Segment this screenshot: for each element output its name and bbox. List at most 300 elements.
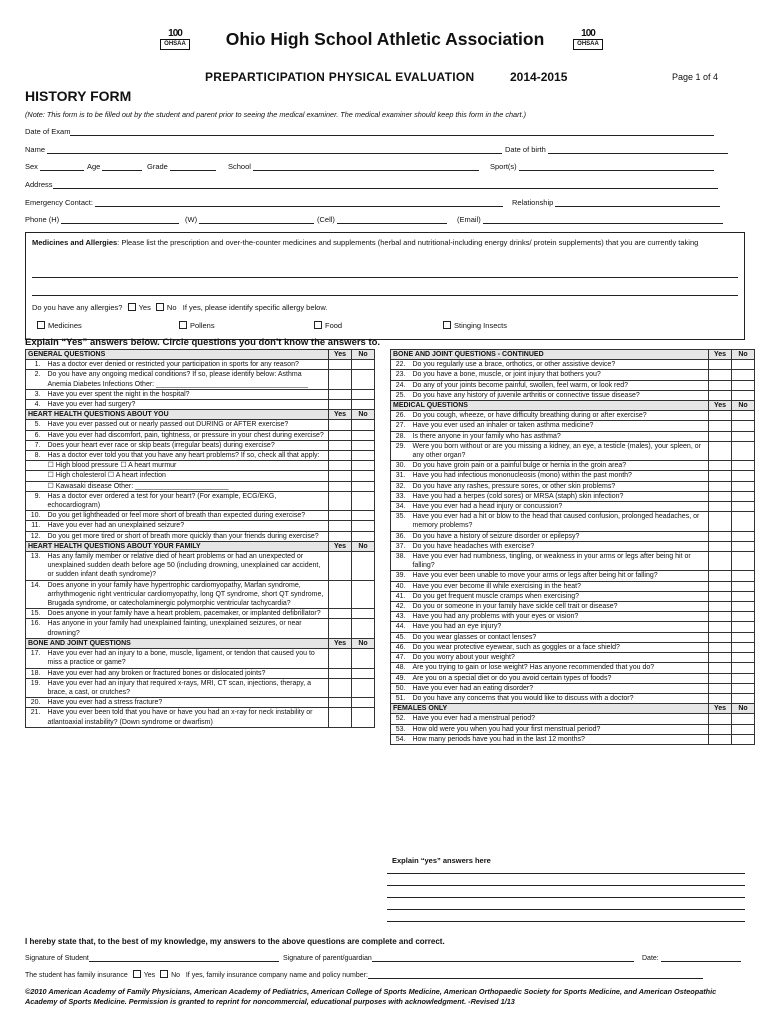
no-answer-cell[interactable]	[352, 511, 375, 521]
yes-answer-cell[interactable]	[709, 531, 732, 541]
yes-column-header: Yes	[709, 350, 732, 360]
question-number: 17.	[26, 649, 46, 668]
history-form-title: HISTORY FORM	[25, 88, 132, 104]
question-text: Have you had a herpes (cold sores) or MRSA (staph) skin infection?	[411, 491, 709, 501]
yes-answer-cell[interactable]	[709, 734, 732, 744]
question-number: 15.	[26, 609, 46, 619]
question-number: 39.	[391, 571, 411, 581]
no-answer-cell[interactable]	[732, 360, 755, 370]
no-answer-cell[interactable]	[352, 389, 375, 399]
no-answer-cell[interactable]	[732, 461, 755, 471]
question-row	[26, 420, 375, 430]
sports-field[interactable]: Sport(s)	[490, 162, 714, 171]
yes-answer-cell[interactable]	[709, 360, 732, 370]
insurance-no-checkbox[interactable]	[160, 970, 168, 978]
question-text: Do you cough, wheeze, or have difficulty breathing during or after exercise?	[411, 411, 709, 421]
question-text: Does your heart ever race or skip beats (irregular beats) during exercise?	[46, 440, 329, 450]
question-number: 11.	[26, 521, 46, 531]
yes-answer-cell[interactable]	[709, 380, 732, 390]
explain-line-3[interactable]	[387, 897, 745, 898]
question-row	[26, 360, 375, 370]
yes-answer-cell[interactable]	[329, 580, 352, 609]
yes-answer-cell[interactable]	[709, 552, 732, 571]
no-answer-cell[interactable]	[732, 481, 755, 491]
yes-answer-cell[interactable]	[329, 649, 352, 668]
question-number: 31.	[391, 471, 411, 481]
emergency-contact-field[interactable]: Emergency Contact:	[25, 198, 503, 207]
question-text: Have you ever had a head injury or concussion?	[411, 502, 709, 512]
question-text: Do you have headaches with exercise?	[411, 541, 709, 551]
yes-answer-cell[interactable]	[709, 541, 732, 551]
parent-signature-field[interactable]: Signature of parent/guardian	[283, 954, 634, 962]
phone-home-field[interactable]: Phone (H)	[25, 215, 179, 224]
no-answer-cell[interactable]	[732, 411, 755, 421]
medicines-line-1[interactable]	[32, 277, 738, 278]
question-text: Have you had an eye injury?	[411, 622, 709, 632]
allergy-yes-checkbox[interactable]	[128, 303, 136, 311]
question-number: 24.	[391, 380, 411, 390]
question-row	[26, 370, 375, 389]
yes-answer-cell[interactable]	[329, 511, 352, 521]
question-text: Have you ever had an injury that required x-rays, MRI, CT scan, injections, therapy, a brace, a cast, or crutches?	[46, 678, 329, 697]
yes-column-header: Yes	[329, 350, 352, 360]
no-answer-cell[interactable]	[732, 421, 755, 431]
question-text: Do you get lightheaded or feel more short of breath than expected during exercise?	[46, 511, 329, 521]
no-answer-cell[interactable]	[732, 552, 755, 571]
ohsaa-logo-left: 100 OHSAA	[158, 28, 192, 52]
no-answer-cell[interactable]	[352, 440, 375, 450]
question-text: Have you ever used an inhaler or taken asthma medicine?	[411, 421, 709, 431]
question-text: Have you ever had an injury to a bone, muscle, ligament, or tendon that caused you to miss a practice or game?	[46, 649, 329, 668]
question-text: Were you born without or are you missing a kidney, an eye, a testicle (males), your spleen, or any other organ?	[411, 441, 709, 460]
no-answer-cell[interactable]	[732, 581, 755, 591]
grade-field[interactable]: Grade	[147, 162, 216, 171]
yes-answer-cell[interactable]	[329, 668, 352, 678]
form-subtitle: PREPARTICIPATION PHYSICAL EVALUATION	[205, 70, 475, 84]
question-row	[391, 441, 755, 460]
question-number: 7.	[26, 440, 46, 450]
question-text: Have you ever had a stress fracture?	[46, 698, 329, 708]
yes-answer-cell[interactable]	[329, 370, 352, 389]
question-row	[391, 380, 755, 390]
question-text: Has a doctor ever denied or restricted your participation in sports for any reason?	[46, 360, 329, 370]
section-header	[391, 350, 755, 360]
yes-answer-cell[interactable]	[329, 619, 352, 638]
question-number: 45.	[391, 632, 411, 642]
section-title: FEMALES ONLY	[391, 704, 709, 714]
yes-answer-cell[interactable]	[709, 714, 732, 724]
no-answer-cell[interactable]	[352, 430, 375, 440]
question-number: 52.	[391, 714, 411, 724]
yes-answer-cell[interactable]	[709, 663, 732, 673]
yes-answer-cell[interactable]	[709, 571, 732, 581]
yes-answer-cell[interactable]	[329, 678, 352, 697]
question-number: 12.	[26, 531, 46, 541]
question-row	[391, 612, 755, 622]
no-answer-cell[interactable]	[732, 502, 755, 512]
no-column-header: No	[732, 704, 755, 714]
question-row	[391, 642, 755, 652]
no-column-header: No	[352, 638, 375, 648]
question-row	[391, 581, 755, 591]
question-number: 54.	[391, 734, 411, 744]
no-answer-cell[interactable]	[352, 491, 375, 510]
no-answer-cell[interactable]	[732, 714, 755, 724]
question-text: Do you have any history of juvenile arthritis or connective tissue disease?	[411, 390, 709, 400]
form-year: 2014-2015	[510, 70, 568, 84]
question-row	[26, 521, 375, 531]
question-number: 4.	[26, 400, 46, 410]
yes-answer-cell[interactable]	[709, 421, 732, 431]
no-column-header: No	[732, 350, 755, 360]
no-answer-cell[interactable]	[352, 400, 375, 410]
yes-answer-cell[interactable]	[329, 521, 352, 531]
student-signature-field[interactable]: Signature of Student	[25, 954, 279, 962]
medicines-checkbox[interactable]	[37, 321, 45, 329]
address-field[interactable]: Address	[25, 180, 718, 189]
no-answer-cell[interactable]	[732, 491, 755, 501]
question-row	[26, 440, 375, 450]
question-number	[26, 471, 46, 481]
no-answer-cell[interactable]	[352, 698, 375, 708]
question-number	[26, 461, 46, 471]
question-text: Have you ever had surgery?	[46, 400, 329, 410]
question-number: 41.	[391, 591, 411, 601]
no-answer-cell[interactable]	[732, 370, 755, 380]
question-row	[391, 360, 755, 370]
question-text: Does anyone in your family have a heart problem, pacemaker, or implanted defibrillator?	[46, 609, 329, 619]
question-number: 25.	[391, 390, 411, 400]
question-text: Do you get frequent muscle cramps when exercising?	[411, 591, 709, 601]
question-number: 35.	[391, 512, 411, 531]
yes-answer-cell[interactable]	[329, 360, 352, 370]
no-answer-cell[interactable]	[732, 541, 755, 551]
question-text: Do you have any concerns that you would like to discuss with a doctor?	[411, 693, 709, 703]
no-answer-cell[interactable]	[732, 724, 755, 734]
yes-answer-cell[interactable]	[329, 552, 352, 581]
question-row	[391, 591, 755, 601]
question-row	[26, 471, 375, 481]
explain-line-4[interactable]	[387, 909, 745, 910]
yes-answer-cell[interactable]	[709, 673, 732, 683]
food-checkbox[interactable]	[314, 321, 322, 329]
yes-answer-cell[interactable]	[709, 724, 732, 734]
no-answer-cell[interactable]	[352, 360, 375, 370]
question-number: 16.	[26, 619, 46, 638]
explain-line-5[interactable]	[387, 921, 745, 922]
attestation-statement: I hereby state that, to the best of my knowledge, my answers to the above questions are complete and correct.	[25, 937, 445, 946]
question-row	[26, 461, 375, 471]
question-row	[26, 531, 375, 541]
no-answer-cell[interactable]	[352, 531, 375, 541]
no-answer-cell[interactable]	[352, 370, 375, 389]
yes-answer-cell[interactable]	[329, 400, 352, 410]
yes-column-header: Yes	[329, 638, 352, 648]
question-row	[26, 678, 375, 697]
yes-answer-cell[interactable]	[329, 471, 352, 481]
no-answer-cell[interactable]	[352, 420, 375, 430]
no-answer-cell[interactable]	[732, 632, 755, 642]
question-row	[391, 693, 755, 703]
yes-answer-cell[interactable]	[709, 693, 732, 703]
allergy-pollens-option[interactable]: Pollens	[176, 321, 215, 330]
no-column-header: No	[352, 541, 375, 551]
yes-answer-cell[interactable]	[709, 622, 732, 632]
question-text: Are you trying to gain or lose weight? Has anyone recommended that you do?	[411, 663, 709, 673]
question-row	[26, 389, 375, 399]
yes-answer-cell[interactable]	[329, 461, 352, 471]
section-header	[391, 704, 755, 714]
section-header	[391, 401, 755, 411]
no-answer-cell[interactable]	[352, 678, 375, 697]
yes-answer-cell[interactable]	[709, 602, 732, 612]
yes-answer-cell[interactable]	[709, 431, 732, 441]
question-number: 20.	[26, 698, 46, 708]
question-text: Have you ever been told that you have or have you had an x-ray for neck instability or atlantoaxial instability? (Down syndrome or dwarfism)	[46, 708, 329, 727]
question-row	[391, 431, 755, 441]
yes-answer-cell[interactable]	[329, 531, 352, 541]
question-row	[26, 451, 375, 461]
question-row	[391, 512, 755, 531]
left-questions-table	[25, 349, 375, 728]
no-answer-cell[interactable]	[732, 512, 755, 531]
question-number: 44.	[391, 622, 411, 632]
question-row	[26, 668, 375, 678]
question-text: Has a doctor ever ordered a test for your heart? (For example, ECG/EKG, echocardiogram)	[46, 491, 329, 510]
no-answer-cell[interactable]	[352, 708, 375, 727]
allergy-food-option[interactable]: Food	[311, 321, 342, 330]
yes-answer-cell[interactable]	[709, 512, 732, 531]
question-text: Have you ever had a menstrual period?	[411, 714, 709, 724]
question-row	[391, 421, 755, 431]
no-answer-cell[interactable]	[732, 571, 755, 581]
question-number: 38.	[391, 552, 411, 571]
question-text: Have you ever spent the night in the hospital?	[46, 389, 329, 399]
no-answer-cell[interactable]	[732, 622, 755, 632]
no-answer-cell[interactable]	[352, 580, 375, 609]
question-number: 46.	[391, 642, 411, 652]
question-row	[391, 531, 755, 541]
question-row	[391, 461, 755, 471]
question-row	[391, 622, 755, 632]
no-answer-cell[interactable]	[732, 471, 755, 481]
question-text: Have you ever had a hit or blow to the head that caused confusion, prolonged headaches, or memory problems?	[411, 512, 709, 531]
no-answer-cell[interactable]	[352, 619, 375, 638]
question-number: 9.	[26, 491, 46, 510]
insurance-policy-field[interactable]	[368, 971, 703, 979]
yes-answer-cell[interactable]	[709, 581, 732, 591]
yes-answer-cell[interactable]	[709, 471, 732, 481]
question-number: 32.	[391, 481, 411, 491]
question-number: 34.	[391, 502, 411, 512]
question-number	[26, 481, 46, 491]
question-text: How old were you when you had your first menstrual period?	[411, 724, 709, 734]
question-text: Do any of your joints become painful, swollen, feel warm, or look red?	[411, 380, 709, 390]
question-number: 18.	[26, 668, 46, 678]
yes-answer-cell[interactable]	[329, 491, 352, 510]
question-text: Have you ever passed out or nearly passed out DURING or AFTER exercise?	[46, 420, 329, 430]
no-answer-cell[interactable]	[732, 531, 755, 541]
yes-answer-cell[interactable]	[709, 370, 732, 380]
allergy-no-checkbox[interactable]	[156, 303, 164, 311]
question-text: Do you have any ongoing medical conditions? If so, please identify below: Asthma Anemia Diabetes Infections Other: _______________________________________	[46, 370, 329, 389]
no-answer-cell[interactable]	[732, 673, 755, 683]
explain-line-2[interactable]	[387, 885, 745, 886]
question-number: 33.	[391, 491, 411, 501]
question-text: Do you regularly use a brace, orthotics, or other assistive device?	[411, 360, 709, 370]
question-number: 51.	[391, 693, 411, 703]
yes-answer-cell[interactable]	[709, 481, 732, 491]
section-title: MEDICAL QUESTIONS	[391, 401, 709, 411]
question-row	[391, 602, 755, 612]
question-text: Has any family member or relative died of heart problems or had an unexpected or unexplained sudden death before age 50 (including drowning, unexplained car accident, or sudden infant death syndrome)?	[46, 552, 329, 581]
yes-answer-cell[interactable]	[709, 591, 732, 601]
yes-answer-cell[interactable]	[709, 653, 732, 663]
yes-answer-cell[interactable]	[709, 441, 732, 460]
question-row	[26, 400, 375, 410]
question-row	[26, 491, 375, 510]
no-answer-cell[interactable]	[352, 521, 375, 531]
section-title: HEART HEALTH QUESTIONS ABOUT YOUR FAMILY	[26, 541, 329, 551]
yes-answer-cell[interactable]	[709, 491, 732, 501]
question-number: 14.	[26, 580, 46, 609]
phone-cell-field[interactable]: (Cell)	[317, 215, 447, 224]
stinging-insects-checkbox[interactable]	[443, 321, 451, 329]
question-number: 30.	[391, 461, 411, 471]
question-row	[26, 619, 375, 638]
insurance-yes-checkbox[interactable]	[133, 970, 141, 978]
no-answer-cell[interactable]	[732, 380, 755, 390]
no-answer-cell[interactable]	[352, 451, 375, 461]
yes-answer-cell[interactable]	[709, 612, 732, 622]
yes-answer-cell[interactable]	[329, 451, 352, 461]
yes-column-header: Yes	[709, 401, 732, 411]
question-row	[391, 714, 755, 724]
question-row	[391, 653, 755, 663]
section-title: HEART HEALTH QUESTIONS ABOUT YOU	[26, 410, 329, 420]
no-column-header: No	[352, 410, 375, 420]
question-number: 47.	[391, 653, 411, 663]
no-answer-cell[interactable]	[352, 609, 375, 619]
question-text: Do you or someone in your family have sickle cell trait or disease?	[411, 602, 709, 612]
question-row	[391, 390, 755, 400]
question-row	[391, 724, 755, 734]
no-answer-cell[interactable]	[352, 668, 375, 678]
school-field[interactable]: School	[228, 162, 479, 171]
yes-answer-cell[interactable]	[329, 708, 352, 727]
question-row	[391, 481, 755, 491]
no-answer-cell[interactable]	[732, 683, 755, 693]
yes-answer-cell[interactable]	[329, 440, 352, 450]
no-answer-cell[interactable]	[352, 649, 375, 668]
page-number: Page 1 of 4	[672, 72, 719, 82]
phone-work-field[interactable]: (W)	[185, 215, 314, 224]
no-column-header: No	[352, 350, 375, 360]
page-title: Ohio High School Athletic Association	[225, 29, 545, 49]
question-number: 6.	[26, 430, 46, 440]
question-number: 23.	[391, 370, 411, 380]
no-answer-cell[interactable]	[352, 481, 375, 491]
yes-answer-cell[interactable]	[329, 481, 352, 491]
question-text: Do you worry about your weight?	[411, 653, 709, 663]
no-answer-cell[interactable]	[352, 461, 375, 471]
yes-answer-cell[interactable]	[329, 420, 352, 430]
question-text: Is there anyone in your family who has asthma?	[411, 431, 709, 441]
question-number: 5.	[26, 420, 46, 430]
no-answer-cell[interactable]	[732, 602, 755, 612]
yes-answer-cell[interactable]	[709, 642, 732, 652]
yes-answer-cell[interactable]	[329, 609, 352, 619]
question-text: ☐ Kawasaki disease Other: ________________________	[46, 481, 329, 491]
no-answer-cell[interactable]	[732, 642, 755, 652]
age-field[interactable]: Age	[87, 162, 142, 171]
signature-date-field[interactable]: Date:	[642, 954, 741, 962]
question-text: Do you wear protective eyewear, such as goggles or a face shield?	[411, 642, 709, 652]
section-header	[26, 410, 375, 420]
question-number: 42.	[391, 602, 411, 612]
medicines-instructions: Medicines and Allergies: Please list the prescription and over-the-counter medicines and supplements (herbal and nutritional-including energy drinks/ protein supplements) that you are currently taking	[32, 238, 699, 247]
yes-answer-cell[interactable]	[329, 389, 352, 399]
section-title: BONE AND JOINT QUESTIONS	[26, 638, 329, 648]
no-answer-cell[interactable]	[732, 734, 755, 744]
yes-answer-cell[interactable]	[709, 390, 732, 400]
no-answer-cell[interactable]	[352, 552, 375, 581]
yes-answer-cell[interactable]	[709, 502, 732, 512]
question-row	[391, 471, 755, 481]
no-answer-cell[interactable]	[732, 431, 755, 441]
no-answer-cell[interactable]	[732, 612, 755, 622]
explain-line-1[interactable]	[387, 873, 745, 874]
date-of-birth-field[interactable]: Date of birth	[505, 145, 728, 154]
pollens-checkbox[interactable]	[179, 321, 187, 329]
yes-answer-cell[interactable]	[709, 461, 732, 471]
question-number: 27.	[391, 421, 411, 431]
explain-instructions: Explain “Yes” answers below. Circle questions you don't know the answers to.	[25, 337, 381, 348]
yes-column-header: Yes	[329, 410, 352, 420]
question-row	[26, 511, 375, 521]
yes-answer-cell[interactable]	[709, 411, 732, 421]
email-field[interactable]: (Email)	[457, 215, 723, 224]
no-answer-cell[interactable]	[732, 441, 755, 460]
no-answer-cell[interactable]	[732, 390, 755, 400]
yes-answer-cell[interactable]	[709, 632, 732, 642]
no-answer-cell[interactable]	[732, 591, 755, 601]
question-text: Do you have a bone, muscle, or joint injury that bothers you?	[411, 370, 709, 380]
allergy-medicines-option[interactable]: Medicines	[34, 321, 82, 330]
relationship-field[interactable]: Relationship	[512, 198, 720, 207]
no-answer-cell[interactable]	[732, 653, 755, 663]
medicines-line-2[interactable]	[32, 295, 738, 296]
no-answer-cell[interactable]	[732, 663, 755, 673]
yes-answer-cell[interactable]	[709, 683, 732, 693]
question-row	[391, 370, 755, 380]
question-row	[26, 552, 375, 581]
date-of-exam-field[interactable]: Date of Exam	[25, 127, 714, 136]
name-field[interactable]: Name	[25, 145, 502, 154]
sex-field[interactable]: Sex	[25, 162, 84, 171]
question-row	[26, 708, 375, 727]
question-row	[391, 502, 755, 512]
yes-answer-cell[interactable]	[329, 430, 352, 440]
explain-yes-label: Explain “yes” answers here	[392, 856, 491, 865]
no-answer-cell[interactable]	[352, 471, 375, 481]
question-number: 13.	[26, 552, 46, 581]
question-text: Do you have any rashes, pressure sores, or other skin problems?	[411, 481, 709, 491]
question-number: 3.	[26, 389, 46, 399]
no-answer-cell[interactable]	[732, 693, 755, 703]
allergy-insects-option[interactable]: Stinging Insects	[440, 321, 507, 330]
yes-answer-cell[interactable]	[329, 698, 352, 708]
